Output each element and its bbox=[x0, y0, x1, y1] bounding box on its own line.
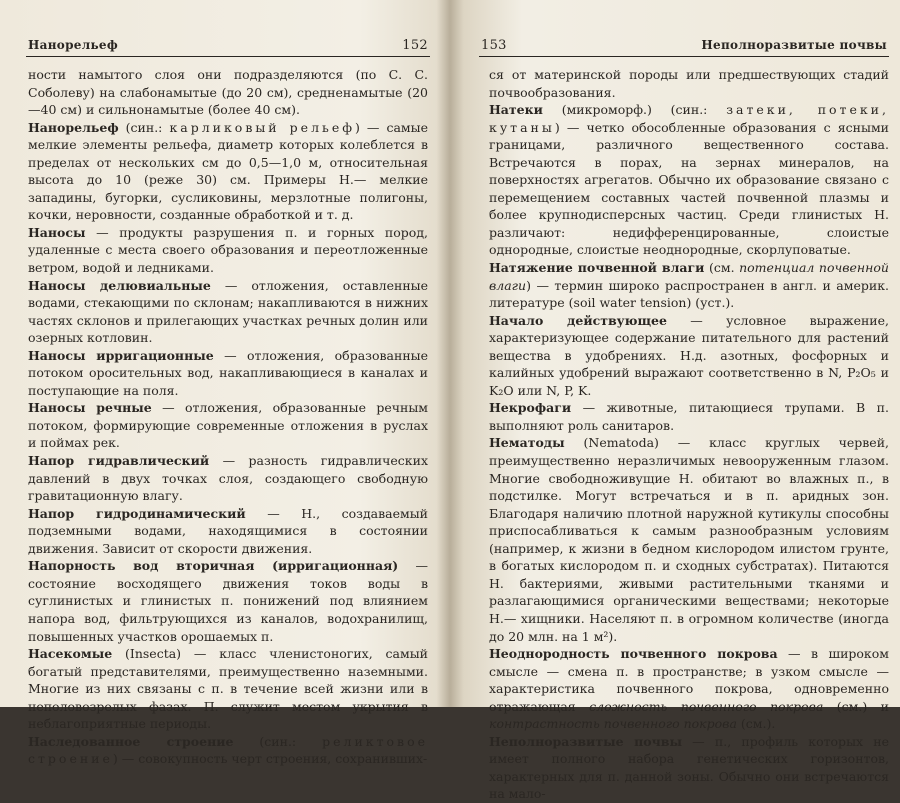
right-running-title: Неполноразвитые почвы bbox=[701, 38, 887, 52]
right-header-rule bbox=[479, 56, 889, 57]
right-page-number: 153 bbox=[481, 38, 507, 53]
dictionary-entry: Нематоды (Nematoda) — класс круглых червей, преимущественно неразличимых невооруженным глазом. Многие свободноживущие Н. обитают во влажных п., в подстилке. Могут встречаться и в п. аридных зон. Благодаря наличию плотной наружной кутикулы способны приспосабливаться к самым разнообразным условиям (например, к жизни в бедном кислородом илистом грунте, в богатых кислородом п. и сходных субстратах). Питаются Н. бактериями, живыми растительными тканями и разлагающимися органическими веществами; некоторые Н.— хищники. Населяют п. в огромном количестве (иногда до 20 млн. на 1 м²). bbox=[489, 435, 889, 644]
dictionary-entry: Наносы — продукты разрушения п. и горных пород, удаленные с места своего образования и переотложенные ветром, водой и ледниками. bbox=[28, 224, 428, 276]
right-running-head bbox=[481, 38, 887, 54]
left-page bbox=[0, 0, 449, 767]
dictionary-entry: Наносы речные — отложения, образованные речным потоком, формирующие современные отложения в руслах и поймах рек. bbox=[28, 400, 428, 451]
dictionary-entry: Неоднородность почвенного покрова — в широком смысле — смена п. в пространстве; в узком смысле — характеристика почвенного покрова, одновременно отражающая сложность почвенного покрова (см.) и контрастность почвенного покрова (см.). bbox=[489, 646, 889, 732]
dictionary-entry: ся от материнской породы или предшествующих стадий почвообразования. bbox=[489, 67, 889, 100]
dictionary-entry: Насекомые (Insecta) — класс членистоногих, самый богатый представителями, преимущественно наземными. Многие из них связаны с п. в течение всей жизни или в неполовозрелых фазах. П. служит местом укрытия в неблагоприятные периоды. bbox=[28, 646, 428, 732]
dictionary-entry: Нанорельеф (син.: карликовый рельеф) — самые мелкие элементы рельефа, диаметр которых колеблется в пределах от нескольких см до 0,5—1,0 м, относительная высота до 10 (реже 30) см. Примеры Н.— мелкие западины, бугорки, сусликовины, мерзлотные полигоны, кочки, неровности, созданные обработкой и т. д. bbox=[28, 119, 428, 223]
left-running-head bbox=[28, 38, 428, 54]
dictionary-entry: Натяжение почвенной влаги (см. потенциал почвенной влаги) — термин широко распространен в англ. и америк. литературе (soil water tension) (уст.). bbox=[489, 260, 889, 311]
dictionary-entry: Напор гидравлический — разность гидравлических давлений в двух точках слоя, создающего свободную гравитационную влагу. bbox=[28, 453, 428, 504]
left-page-text bbox=[28, 66, 428, 768]
dictionary-entry: Напорность вод вторичная (ирригационная) — состояние восходящего движения токов воды в суглинистых и глинистых п. понижений под влиянием напора вод, фильтрующихся из каналов, водохранилищ, повышенных участков орошаемых п. bbox=[28, 558, 428, 644]
dictionary-entry: Напор гидродинамический — Н., создаваемый подземными водами, находящимися в состоянии движения. Зависит от скорости движения. bbox=[28, 505, 428, 556]
left-header-rule bbox=[26, 56, 430, 57]
dictionary-entry: Натеки (микроморф.) (син.: затеки, потеки, кутаны) — четко обособленные образования с ясными границами, различного вещественного состава. Встречаются в порах, на зернах минералов, на поверхностях агрегатов. Обычно их образование связано с перемещением составных частей почвенной плазмы и более крупнодисперсных частиц. Среди глинистых Н. различают: недифференцированные, слоистые однородные, слоистые неоднородные, скорлуповатые. bbox=[489, 102, 889, 258]
dictionary-entry: Наследованное строение (син.: реликтовое строение) — совокупность черт строения, сохранивших- bbox=[28, 733, 428, 767]
left-running-title: Нанорельеф bbox=[28, 38, 118, 52]
dictionary-entry: ности намытого слоя они подразделяются (по С. С. Соболеву) на слабонамытые (до 20 см), средненамытые (20—40 см) и сильнонамытые (более 40 см). bbox=[28, 67, 428, 118]
left-page-number: 152 bbox=[402, 38, 428, 53]
dictionary-entry: Начало действующее — условное выражение, характеризующее содержание питательного для растений вещества в удобрениях. Н.д. азотных, фосфорных и калийных удобрений выражают соответственно в N, P₂O₅ и K₂O или N, P, K. bbox=[489, 312, 889, 398]
dictionary-entry: Неполноразвитые почвы — п., профиль которых не имеет полного набора генетических горизонтов, характерных для п. данной зоны. Обычно они встречаются на мало- bbox=[489, 733, 889, 802]
right-page-text bbox=[489, 66, 889, 803]
right-page bbox=[451, 0, 900, 802]
dictionary-entry: Наносы делювиальные — отложения, оставленные водами, стекающими по склонам; накапливаются в нижних частях склонов и прилегающих участках речных долин или озерных котловин. bbox=[28, 277, 428, 346]
dictionary-entry: Наносы ирригационные — отложения, образованные потоком оросительных вод, накапливающиеся в каналах и поступающие на поля. bbox=[28, 347, 429, 398]
dictionary-entry: Некрофаги — животные, питающиеся трупами. В п. выполняют роль санитаров. bbox=[489, 400, 889, 433]
